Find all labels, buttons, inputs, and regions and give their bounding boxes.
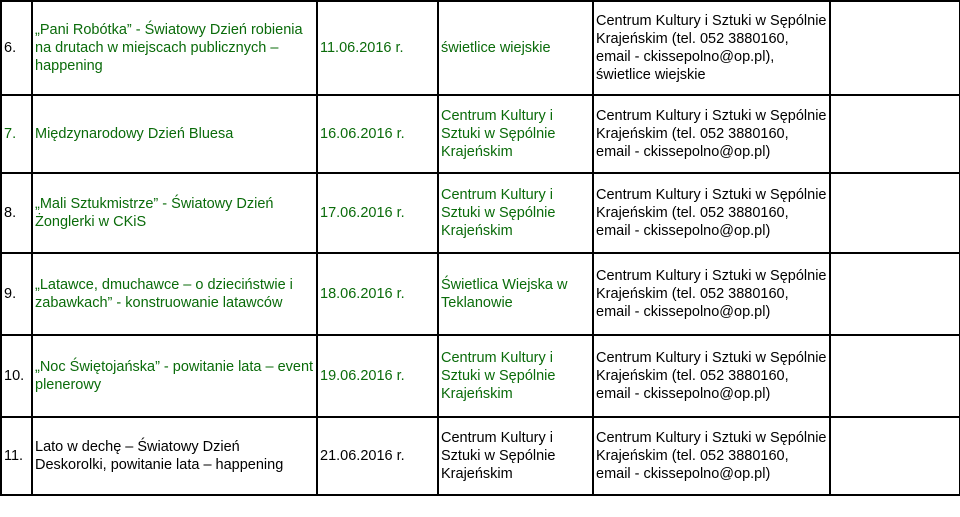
event-date: 16.06.2016 r. — [317, 95, 438, 173]
event-name: Lato w dechę – Światowy Dzień Deskorolki, powitanie lata – happening — [32, 417, 317, 495]
table-row — [1, 253, 960, 335]
table-row — [1, 335, 960, 417]
table-row — [1, 95, 960, 173]
event-name: „Latawce, dmuchawce – o dzieciństwie i zabawkach” - konstruowanie latawców — [32, 253, 317, 335]
row-number: 6. — [1, 1, 32, 95]
event-organizer: Centrum Kultury i Sztuki w Sępólnie Krajeńskim (tel. 052 3880160, email - ckissepolno@op.pl) — [593, 253, 830, 335]
event-name: Międzynarodowy Dzień Bluesa — [32, 95, 317, 173]
event-place: Centrum Kultury i Sztuki w Sępólnie Krajeńskim — [438, 95, 593, 173]
row-number: 9. — [1, 253, 32, 335]
table-row — [1, 417, 960, 495]
event-name: „Mali Sztukmistrze” - Światowy Dzień Żonglerki w CKiS — [32, 173, 317, 253]
row-number: 11. — [1, 417, 32, 495]
event-organizer: Centrum Kultury i Sztuki w Sępólnie Krajeńskim (tel. 052 3880160, email - ckissepolno@op.pl) — [593, 335, 830, 417]
event-name: „Pani Robótka” - Światowy Dzień robienia na drutach w miejscach publicznych – happening — [32, 1, 317, 95]
event-place: Centrum Kultury i Sztuki w Sępólnie Krajeńskim — [438, 335, 593, 417]
event-place: Centrum Kultury i Sztuki w Sępólnie Krajeńskim — [438, 173, 593, 253]
row-number: 10. — [1, 335, 32, 417]
table-row — [1, 173, 960, 253]
empty-cell — [830, 253, 960, 335]
event-place: Świetlica Wiejska w Teklanowie — [438, 253, 593, 335]
event-organizer: Centrum Kultury i Sztuki w Sępólnie Krajeńskim (tel. 052 3880160, email - ckissepolno@op.pl) — [593, 417, 830, 495]
event-place: świetlice wiejskie — [438, 1, 593, 95]
event-date: 18.06.2016 r. — [317, 253, 438, 335]
empty-cell — [830, 335, 960, 417]
event-organizer: Centrum Kultury i Sztuki w Sępólnie Krajeńskim (tel. 052 3880160, email - ckissepolno@op.pl) — [593, 173, 830, 253]
table-row — [1, 1, 960, 95]
event-date: 19.06.2016 r. — [317, 335, 438, 417]
row-number: 8. — [1, 173, 32, 253]
event-place: Centrum Kultury i Sztuki w Sępólnie Krajeńskim — [438, 417, 593, 495]
empty-cell — [830, 1, 960, 95]
event-organizer: Centrum Kultury i Sztuki w Sępólnie Krajeńskim (tel. 052 3880160, email - ckissepolno@op.pl), świetlice wiejskie — [593, 1, 830, 95]
empty-cell — [830, 417, 960, 495]
event-date: 11.06.2016 r. — [317, 1, 438, 95]
event-date: 17.06.2016 r. — [317, 173, 438, 253]
empty-cell — [830, 95, 960, 173]
event-organizer: Centrum Kultury i Sztuki w Sępólnie Krajeńskim (tel. 052 3880160, email - ckissepolno@op.pl) — [593, 95, 830, 173]
event-date: 21.06.2016 r. — [317, 417, 438, 495]
event-name: „Noc Świętojańska” - powitanie lata – event plenerowy — [32, 335, 317, 417]
row-number: 7. — [1, 95, 32, 173]
empty-cell — [830, 173, 960, 253]
